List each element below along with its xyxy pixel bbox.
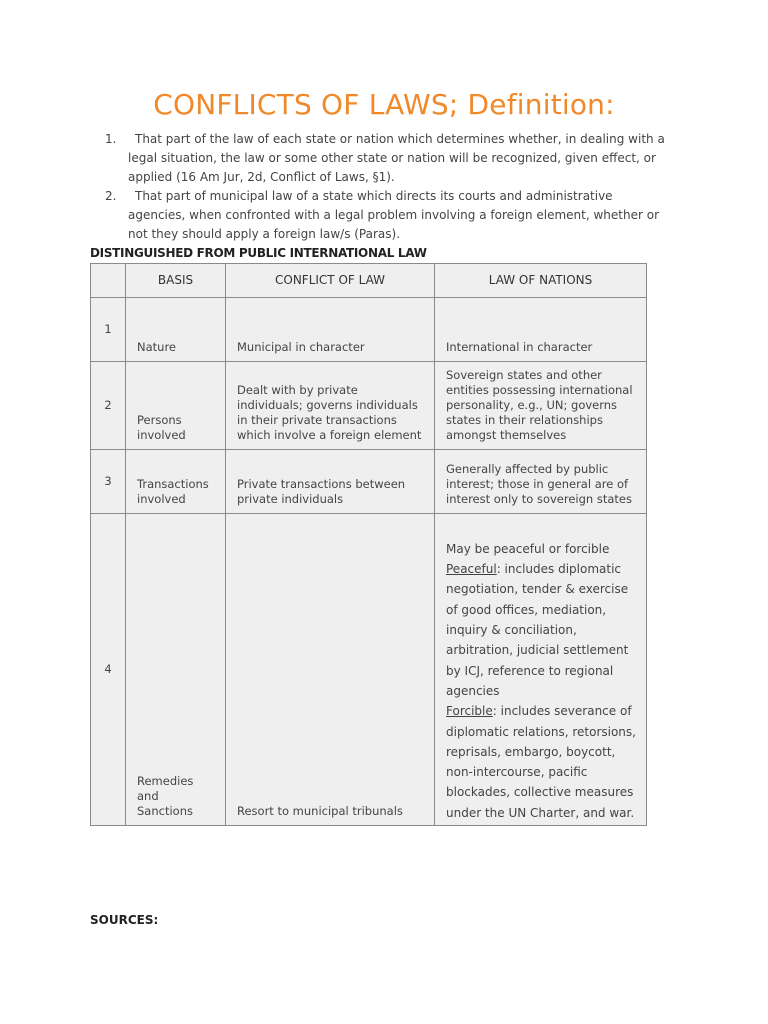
nations-cell: Sovereign states and other entities possessing international personality, e.g., UN; governs states in their relationships amongst themselves <box>435 362 647 450</box>
nations-cell <box>435 514 647 826</box>
table-header-row <box>91 264 647 298</box>
row-number: 3 <box>91 450 126 514</box>
conflict-cell: Dealt with by private individuals; governs individuals in their private transactions which involve a foreign element <box>226 362 435 450</box>
page-title: CONFLICTS OF LAWS; Definition: <box>153 88 615 121</box>
definition-item <box>100 187 672 244</box>
section-heading: DISTINGUISHED FROM PUBLIC INTERNATIONAL LAW <box>90 246 427 260</box>
conflict-cell: Private transactions between private individuals <box>226 450 435 514</box>
definition-text: That part of the law of each state or nation which determines whether, in dealing with a legal situation, the law or some other state or nation will be recognized, given effect, or applied (16 Am Jur, 2d, Conflict of Laws, §1). <box>128 132 665 184</box>
forcible-text: : includes severance of diplomatic relations, retorsions, reprisals, embargo, boycott, non-intercourse, pacific blockades, collective measures under the UN Charter, and war. <box>446 704 636 820</box>
definition-number: 2. <box>105 189 117 203</box>
row-number: 4 <box>91 514 126 826</box>
table-row <box>91 450 647 514</box>
definition-list <box>100 130 672 244</box>
peaceful-text: : includes diplomatic negotiation, tender & exercise of good offices, mediation, inquiry & conciliation, arbitration, judicial settlement by ICJ, reference to regional agencies <box>446 562 629 698</box>
basis-cell: Transactions involved <box>126 450 226 514</box>
table-row <box>91 298 647 362</box>
header-cell-basis: BASIS <box>126 264 226 298</box>
definition-number: 1. <box>105 132 117 146</box>
forcible-label: Forcible <box>446 704 493 719</box>
basis-cell: Remedies and Sanctions <box>126 514 226 826</box>
conflict-cell: Municipal in character <box>226 298 435 362</box>
peaceful-label: Peaceful <box>446 562 497 577</box>
row-number: 2 <box>91 362 126 450</box>
definition-item <box>100 130 672 187</box>
table-row <box>91 514 647 826</box>
nations-cell: Generally affected by public interest; those in general are of interest only to sovereign states <box>435 450 647 514</box>
header-cell-nations: LAW OF NATIONS <box>435 264 647 298</box>
definition-text: That part of municipal law of a state which directs its courts and administrative agencies, when confronted with a legal problem involving a foreign element, whether or not they should apply a foreign law/s (Paras). <box>128 189 660 241</box>
basis-cell: Persons involved <box>126 362 226 450</box>
conflict-cell: Resort to municipal tribunals <box>226 514 435 826</box>
table-row <box>91 362 647 450</box>
sources-heading: SOURCES: <box>90 913 159 927</box>
basis-cell: Nature <box>126 298 226 362</box>
remedies-intro: May be peaceful or forcible <box>446 541 610 556</box>
header-cell-conflict: CONFLICT OF LAW <box>226 264 435 298</box>
row-number: 1 <box>91 298 126 362</box>
comparison-table <box>90 263 647 826</box>
nations-cell: International in character <box>435 298 647 362</box>
header-cell-no <box>91 264 126 298</box>
